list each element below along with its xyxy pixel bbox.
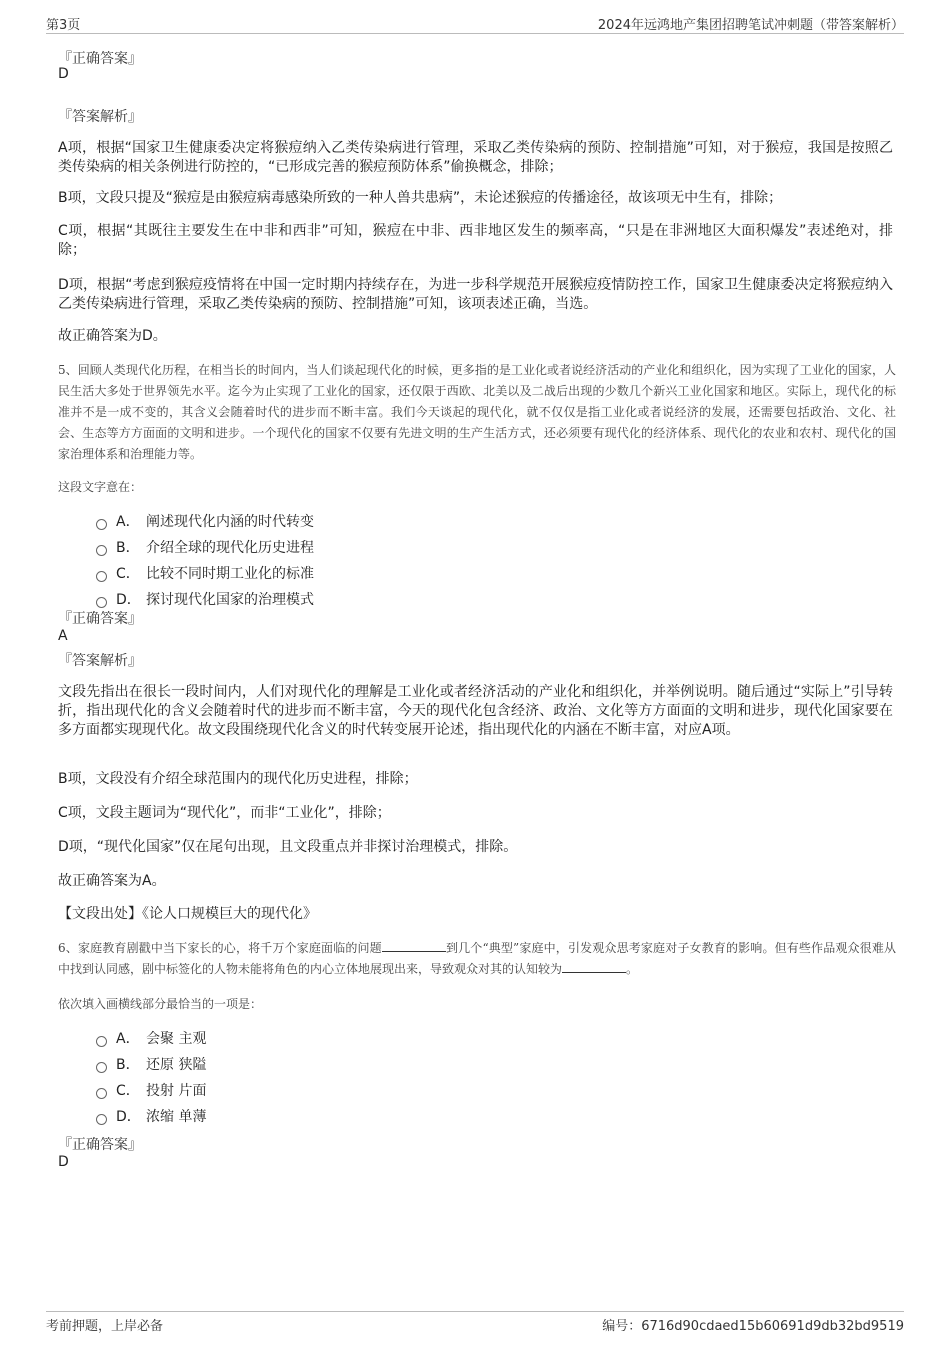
option-text: 探讨现代化国家的治理模式 — [146, 592, 314, 608]
answer-value: D — [58, 1154, 69, 1170]
source-citation: 【文段出处】《论人口规模巨大的现代化》 — [58, 906, 317, 922]
option-letter: A． — [116, 1031, 140, 1047]
question-5-text: 5、回顾人类现代化历程，在相当长的时间内，当人们谈起现代化的时候，更多指的是工业化或者说经济活动的产业化和组织化，因为实现了工业化的国家，人民生活大多处于世界领先水平。迄今为止实现了工业化的国家，还仅限于西欧、北美以及二战后出现的少数几个新兴工业化国家和地区。实际上，现代化的标准并不是一成不变的，其含义会随着时代的进步而不断丰富。我们今天谈起的现代化，就不仅仅是指工业化或者说经济的发展，还需要包括政治、文化、社会、生态等方方面面的文明和进步。一个现代化的国家不仅要有先进文明的生产生活方式，还必须要有现代化的经济体系、现代化的农业和农村、现代化的国家治理体系和治理能力等。 — [58, 363, 896, 461]
option-letter: B． — [116, 1057, 140, 1073]
option-letter: D． — [116, 592, 141, 608]
analysis-label: 『答案解析』 — [58, 109, 142, 125]
option-letter: D． — [116, 1109, 141, 1125]
option-letter: C． — [116, 566, 140, 582]
analysis-conclusion: 故正确答案为A。 — [58, 873, 166, 889]
option-letter: A． — [116, 514, 140, 530]
analysis-label: 『答案解析』 — [58, 653, 142, 669]
option-c[interactable] — [96, 1080, 206, 1100]
answer-label: 『正确答案』 — [58, 1137, 142, 1153]
document-title: 2024年远鸿地产集团招聘笔试冲刺题（带答案解析） — [597, 18, 904, 33]
analysis-paragraph: A项，根据“国家卫生健康委决定将猴痘纳入乙类传染病进行管理，采取乙类传染病的预防、控制措施”可知，对于猴痘，我国是按照乙类传染病的相关条例进行防控的，“已形成完善的猴痘预防体系”偷换概念，排除； — [58, 140, 893, 175]
analysis-paragraph: D项，根据“考虑到猴痘疫情将在中国一定时期内持续存在，为进一步科学规范开展猴痘疫情防控工作，国家卫生健康委决定将猴痘纳入乙类传染病进行管理，采取乙类传染病的预防、控制措施”可知，该项表述正确，当选。 — [58, 277, 893, 312]
option-text: 浓缩 单薄 — [146, 1109, 207, 1125]
radio-button[interactable] — [96, 519, 107, 530]
question-6-text: 6、家庭教育剧戳中当下家长的心，将千万个家庭面临的问题 到几个“典型”家庭中，引发观众思考家庭对子女教育的影响。但有些作品观众很难从中找到认同感，剧中标签化的人物未能将角色的内心立体地展现出来，导致观众对其的认知较为 。 — [58, 941, 896, 976]
answer-value: A — [58, 628, 68, 644]
option-text: 介绍全球的现代化历史进程 — [146, 540, 314, 556]
analysis-paragraph: B项，文段没有介绍全球范围内的现代化历史进程，排除； — [58, 771, 418, 787]
option-letter: B． — [116, 540, 140, 556]
analysis-conclusion: 故正确答案为D。 — [58, 328, 167, 344]
analysis-paragraph: B项，文段只提及“猴痘是由猴痘病毒感染所致的一种人兽共患病”，未论述猴痘的传播途径，故该项无中生有，排除； — [58, 190, 783, 206]
footer-slogan: 考前押题，上岸必备 — [46, 1319, 164, 1334]
question-5-prompt: 这段文字意在： — [58, 480, 143, 494]
answer-label: 『正确答案』 — [58, 611, 142, 627]
analysis-paragraph: D项，“现代化国家”仅在尾句出现，且文段重点并非探讨治理模式，排除。 — [58, 839, 518, 855]
option-a[interactable] — [96, 1028, 206, 1048]
page-number: 第3页 — [46, 18, 81, 33]
document-code: 编号：6716d90cdaed15b60691d9db32bd9519 — [602, 1319, 904, 1334]
analysis-paragraph: C项，根据“其既往主要发生在中非和西非”可知，猴痘在中非、西非地区发生的频率高，“只是在非洲地区大面积爆发”表述绝对，排除； — [58, 223, 893, 258]
answer-label: 『正确答案』 — [58, 51, 142, 67]
radio-button[interactable] — [96, 597, 107, 608]
option-text: 会聚 主观 — [146, 1031, 207, 1047]
fill-blank[interactable] — [382, 939, 446, 952]
option-text: 阐述现代化内涵的时代转变 — [146, 514, 314, 530]
radio-button[interactable] — [96, 571, 107, 582]
option-b[interactable] — [96, 1054, 206, 1074]
option-d[interactable] — [96, 1106, 206, 1126]
analysis-paragraph: C项，文段主题词为“现代化”，而非“工业化”，排除； — [58, 805, 391, 821]
header-divider — [46, 33, 904, 34]
option-text: 还原 狭隘 — [146, 1057, 207, 1073]
option-d[interactable] — [96, 589, 314, 609]
option-text: 比较不同时期工业化的标准 — [146, 566, 314, 582]
option-text: 投射 片面 — [146, 1083, 207, 1099]
fill-blank[interactable] — [562, 960, 626, 973]
option-letter: C． — [116, 1083, 140, 1099]
option-b[interactable] — [96, 537, 314, 557]
radio-button[interactable] — [96, 545, 107, 556]
radio-button[interactable] — [96, 1088, 107, 1099]
radio-button[interactable] — [96, 1114, 107, 1125]
option-c[interactable] — [96, 563, 314, 583]
analysis-paragraph: 文段先指出在很长一段时间内，人们对现代化的理解是工业化或者经济活动的产业化和组织化，并举例说明。随后通过“实际上”引导转折，指出现代化的含义会随着时代的进步而不断丰富，今天的现代化包含经济、政治、文化等方方面面的文明和进步，现代化国家要在多方面都实现现代化。故文段围绕现代化含义的时代转变展开论述，指出现代化的内涵在不断丰富，对应A项。 — [58, 684, 893, 738]
option-a[interactable] — [96, 511, 314, 531]
footer-divider — [46, 1311, 904, 1312]
question-6-prompt: 依次填入画横线部分最恰当的一项是： — [58, 997, 263, 1011]
answer-value: D — [58, 66, 69, 82]
radio-button[interactable] — [96, 1036, 107, 1047]
radio-button[interactable] — [96, 1062, 107, 1073]
